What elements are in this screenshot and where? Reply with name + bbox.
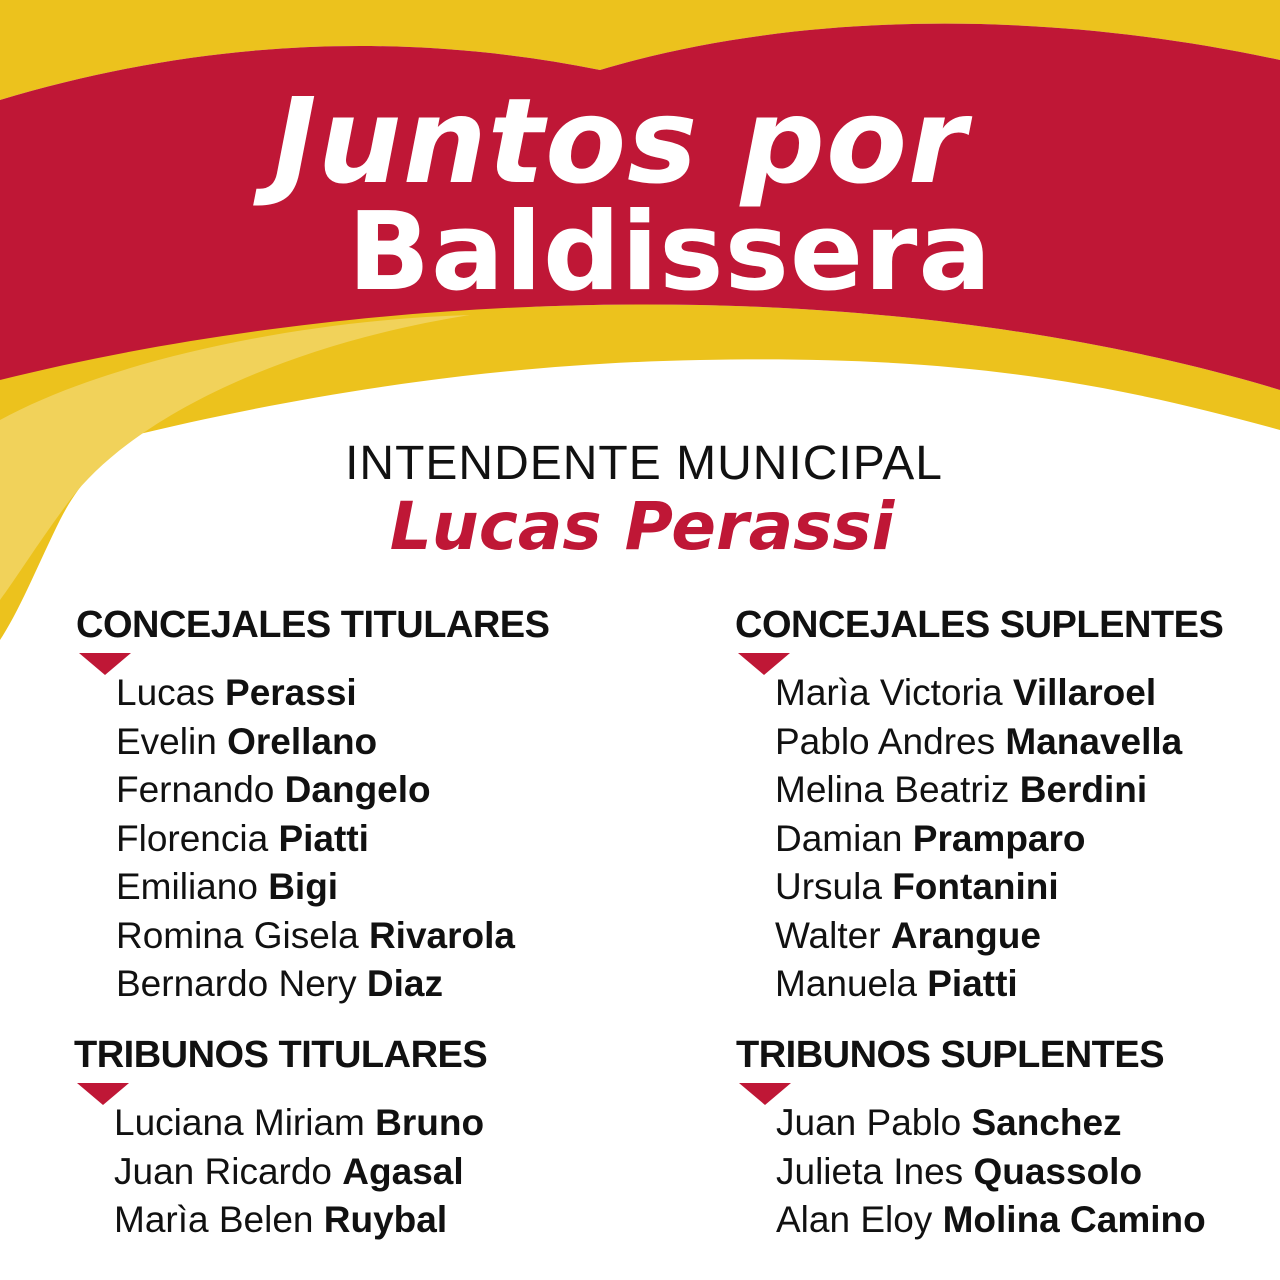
first-name: Florencia xyxy=(116,817,269,859)
last-name: Quassolo xyxy=(973,1150,1143,1192)
last-name: Rivarola xyxy=(368,914,515,956)
banner-title-line-2: Baldissera xyxy=(347,190,993,315)
candidate-list xyxy=(736,1099,1206,1245)
concejales-suplentes-section xyxy=(735,604,1223,1009)
last-name: Ruybal xyxy=(323,1199,448,1240)
last-name: Bruno xyxy=(375,1102,485,1143)
first-name: Marìa Victoria xyxy=(775,672,1003,713)
tribunos-titulares-section xyxy=(74,1034,487,1245)
list-item xyxy=(116,718,549,767)
last-name: Sanchez xyxy=(971,1102,1122,1143)
first-name: Ursula xyxy=(775,866,882,907)
first-name: Bernardo Nery xyxy=(116,963,357,1004)
candidate-list xyxy=(74,1099,487,1245)
banner-title-line-1: Juntos por xyxy=(272,72,968,210)
first-name: Marìa Belen xyxy=(114,1199,314,1240)
list-item xyxy=(116,912,549,961)
last-name: Berdini xyxy=(1019,769,1148,810)
mayor-role: INTENDENTE MUNICIPAL xyxy=(345,437,943,490)
candidate-list xyxy=(735,669,1223,1009)
list-item xyxy=(775,718,1223,767)
list-item xyxy=(775,815,1223,864)
first-name: Evelin xyxy=(116,720,217,762)
first-name: Fernando xyxy=(116,769,275,810)
first-name: Romina Gisela xyxy=(116,914,359,956)
list-item xyxy=(114,1148,487,1197)
last-name: Manavella xyxy=(1005,720,1183,762)
list-item xyxy=(775,960,1223,1009)
first-name: Emiliano xyxy=(116,866,258,907)
last-name: Agasal xyxy=(342,1150,464,1192)
list-item xyxy=(116,815,549,864)
list-item xyxy=(116,766,549,815)
first-name: Julieta Ines xyxy=(776,1150,964,1192)
concejales-titulares-section xyxy=(76,604,549,1009)
first-name: Alan Eloy xyxy=(776,1199,933,1240)
section-title: CONCEJALES TITULARES xyxy=(76,604,550,646)
section-title: CONCEJALES SUPLENTES xyxy=(735,604,1224,646)
first-name: Walter xyxy=(775,914,881,956)
last-name: Dangelo xyxy=(284,769,431,810)
first-name: Juan Pablo xyxy=(776,1102,962,1143)
first-name: Manuela xyxy=(775,963,917,1004)
first-name: Pablo Andres xyxy=(775,720,996,762)
first-name: Damian xyxy=(775,817,903,859)
list-item xyxy=(776,1099,1206,1148)
first-name: Luciana Miriam xyxy=(114,1102,365,1143)
tribunos-suplentes-section xyxy=(736,1034,1206,1245)
last-name: Diaz xyxy=(366,963,443,1004)
list-item xyxy=(775,863,1223,912)
last-name: Perassi xyxy=(225,672,357,713)
list-item xyxy=(776,1196,1206,1245)
list-item xyxy=(114,1099,487,1148)
candidate-list xyxy=(76,669,549,1009)
section-title: TRIBUNOS SUPLENTES xyxy=(736,1034,1165,1076)
last-name: Orellano xyxy=(227,720,378,762)
last-name: Molina Camino xyxy=(942,1199,1206,1240)
last-name: Villaroel xyxy=(1012,672,1157,713)
list-item xyxy=(116,669,549,718)
first-name: Melina Beatriz xyxy=(775,769,1010,810)
mayor-name: Lucas Perassi xyxy=(389,488,895,565)
list-item xyxy=(776,1148,1206,1197)
last-name: Bigi xyxy=(268,866,339,907)
last-name: Piatti xyxy=(927,963,1018,1004)
first-name: Lucas xyxy=(116,672,215,713)
section-title: TRIBUNOS TITULARES xyxy=(74,1034,488,1076)
list-item xyxy=(775,766,1223,815)
last-name: Piatti xyxy=(278,817,369,859)
last-name: Fontanini xyxy=(892,866,1059,907)
last-name: Arangue xyxy=(890,914,1041,956)
list-item xyxy=(775,669,1223,718)
list-item xyxy=(775,912,1223,961)
list-item xyxy=(116,863,549,912)
list-item xyxy=(114,1196,487,1245)
last-name: Pramparo xyxy=(912,817,1086,859)
first-name: Juan Ricardo xyxy=(114,1150,333,1192)
list-item xyxy=(116,960,549,1009)
